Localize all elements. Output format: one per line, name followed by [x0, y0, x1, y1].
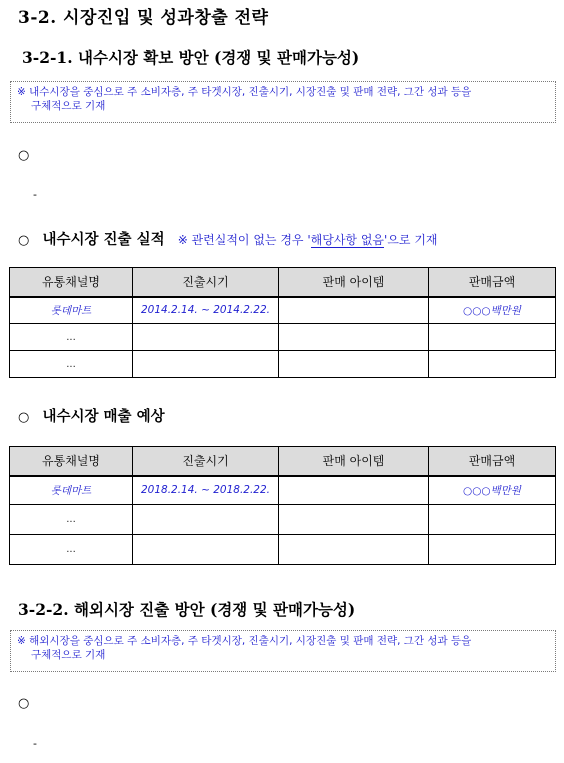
- results-bullet: ○: [18, 233, 30, 248]
- header-period: 진출시기: [133, 447, 279, 476]
- results-note-prefix: ※ 관련실적이 없는 경우 ': [177, 233, 311, 247]
- cell-amount[interactable]: [429, 535, 556, 565]
- table-row: [10, 535, 556, 565]
- domestic-guide-box: [10, 81, 556, 123]
- cell-item[interactable]: [279, 505, 429, 535]
- table-row: [10, 505, 556, 535]
- cell-channel[interactable]: ...: [10, 324, 133, 351]
- table-row: [10, 351, 556, 378]
- results-note: [178, 233, 438, 247]
- header-channel: 유통채널명: [10, 447, 133, 476]
- forecast-title: 내수시장 매출 예상: [42, 409, 165, 425]
- header-period: 진출시기: [133, 268, 279, 297]
- results-heading-row: [18, 228, 438, 249]
- overseas-guide-box: [10, 630, 556, 672]
- overseas-bullet: ○: [18, 696, 30, 711]
- cell-item[interactable]: [279, 324, 429, 351]
- results-title: 내수시장 진출 실적: [42, 232, 165, 248]
- table-row: [10, 297, 556, 324]
- overseas-dash: -: [33, 737, 37, 750]
- cell-amount[interactable]: [429, 505, 556, 535]
- cell-item[interactable]: [279, 535, 429, 565]
- header-item: 판매 아이템: [279, 447, 429, 476]
- cell-item[interactable]: [279, 297, 429, 324]
- cell-channel[interactable]: 롯데마트: [10, 297, 133, 324]
- domestic-guide-line1: ※ 내수시장을 중심으로 주 소비자층, 주 타겟시장, 진출시기, 시장진출 및 판매 전략, 그간 성과 등을: [17, 86, 472, 98]
- forecast-table: [9, 446, 556, 565]
- cell-channel[interactable]: ...: [10, 505, 133, 535]
- cell-amount[interactable]: [429, 324, 556, 351]
- forecast-heading-row: [18, 405, 165, 426]
- cell-channel[interactable]: ...: [10, 351, 133, 378]
- cell-item[interactable]: [279, 351, 429, 378]
- cell-period[interactable]: 2018.2.14. ~ 2018.2.22.: [133, 476, 279, 505]
- cell-item[interactable]: [279, 476, 429, 505]
- domestic-dash: -: [33, 188, 37, 201]
- overseas-heading: 3-2-2. 해외시장 진출 방안 (경쟁 및 판매가능성): [18, 600, 356, 619]
- forecast-bullet: ○: [18, 410, 30, 425]
- cell-period[interactable]: 2014.2.14. ~ 2014.2.22.: [133, 297, 279, 324]
- domestic-guide-line2: 구체적으로 기재: [31, 100, 106, 112]
- results-table: [9, 267, 556, 378]
- table-row: [10, 324, 556, 351]
- domestic-bullet: ○: [18, 148, 30, 163]
- cell-period[interactable]: [133, 535, 279, 565]
- overseas-guide-line2: 구체적으로 기재: [31, 649, 106, 661]
- header-channel: 유통채널명: [10, 268, 133, 297]
- cell-amount[interactable]: [429, 351, 556, 378]
- results-note-suffix: '으로 기재: [384, 233, 438, 247]
- cell-channel[interactable]: 롯데마트: [10, 476, 133, 505]
- cell-period[interactable]: [133, 351, 279, 378]
- cell-amount[interactable]: ○○○백만원: [429, 476, 556, 505]
- cell-period[interactable]: [133, 505, 279, 535]
- header-amount: 판매금액: [429, 447, 556, 476]
- domestic-heading: 3-2-1. 내수시장 확보 방안 (경쟁 및 판매가능성): [22, 48, 360, 67]
- overseas-guide-line1: ※ 해외시장을 중심으로 주 소비자층, 주 타겟시장, 진출시기, 시장진출 및 판매 전략, 그간 성과 등을: [17, 635, 472, 647]
- table-row: [10, 476, 556, 505]
- section-title: 3-2. 시장진입 및 성과창출 전략: [18, 8, 269, 28]
- cell-period[interactable]: [133, 324, 279, 351]
- results-note-underlined: 해당사항 없음: [310, 233, 385, 247]
- header-amount: 판매금액: [429, 268, 556, 297]
- header-item: 판매 아이템: [279, 268, 429, 297]
- table-header-row: [10, 268, 556, 297]
- table-header-row: [10, 447, 556, 476]
- cell-amount[interactable]: ○○○백만원: [429, 297, 556, 324]
- cell-channel[interactable]: ...: [10, 535, 133, 565]
